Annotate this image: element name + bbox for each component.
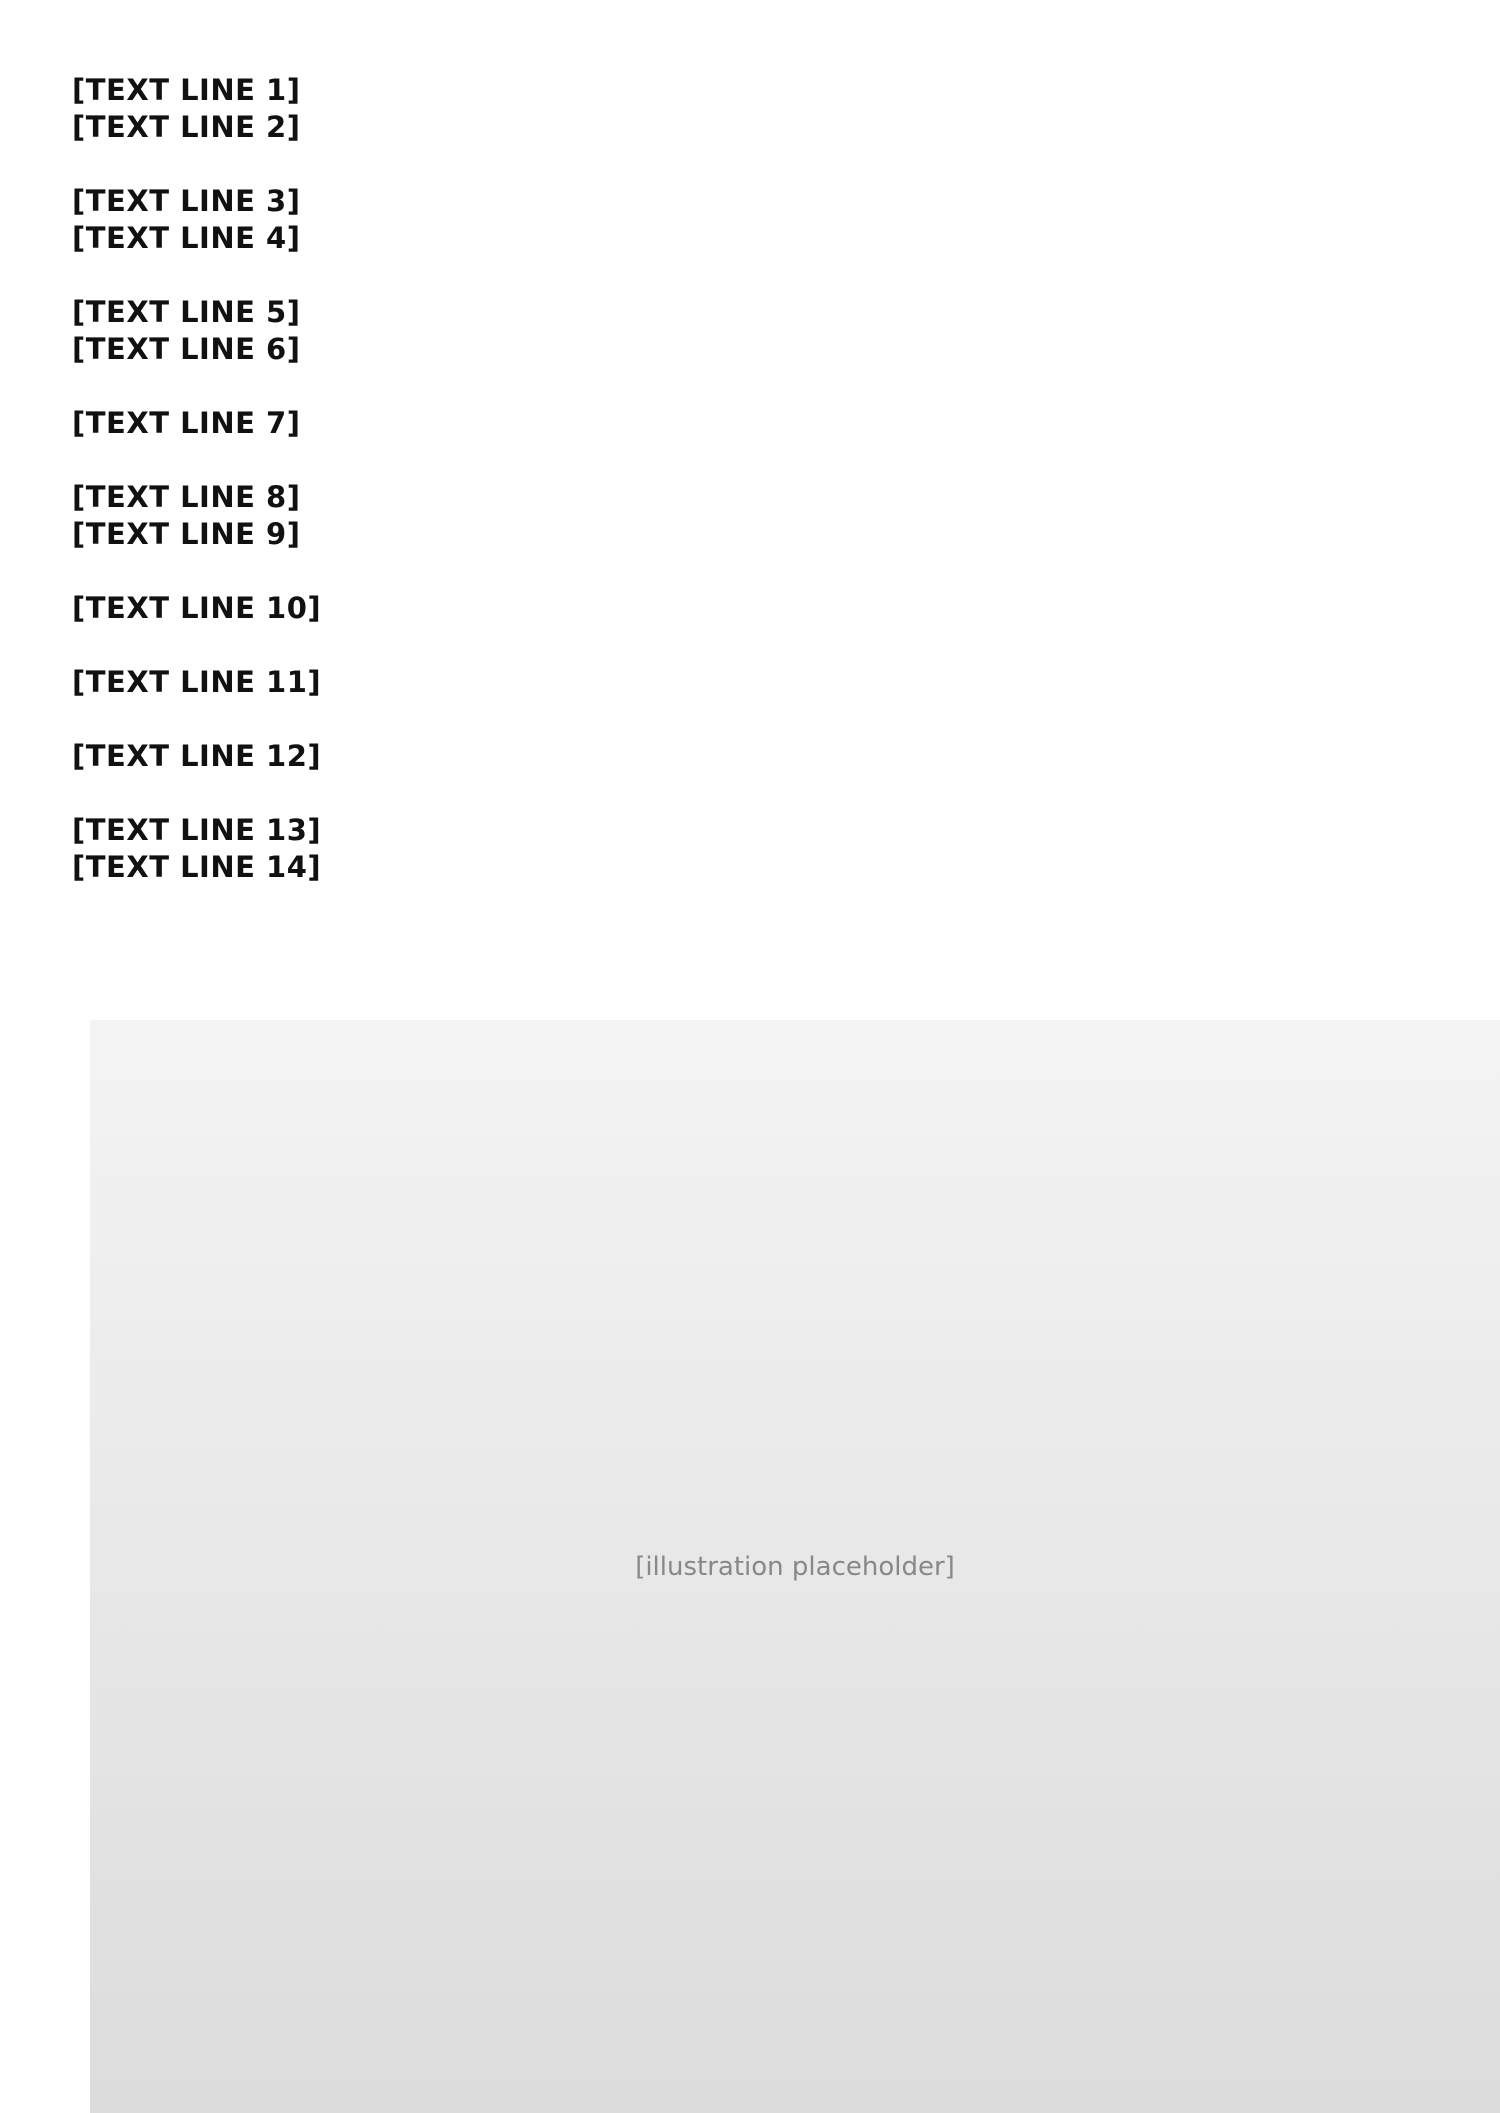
- narration-line: [TEXT LINE 14]: [72, 850, 322, 884]
- narration-line: [TEXT LINE 5]: [72, 295, 301, 329]
- narration-paragraph: [72, 183, 1452, 257]
- narration-line: [TEXT LINE 9]: [72, 517, 301, 551]
- narration-paragraph: [72, 738, 1452, 775]
- narration-line: [TEXT LINE 13]: [72, 813, 322, 847]
- narration-line: [TEXT LINE 6]: [72, 332, 301, 366]
- narration-paragraph: [72, 664, 1452, 701]
- illustration-label: [illustration placeholder]: [635, 1551, 955, 1582]
- illustration-panel: [90, 1020, 1500, 2113]
- narration-line: [TEXT LINE 7]: [72, 406, 301, 440]
- narration-paragraph: [72, 590, 1452, 627]
- narration-line: [TEXT LINE 8]: [72, 480, 301, 514]
- narration-paragraph: [72, 812, 1452, 886]
- narration-line: [TEXT LINE 1]: [72, 73, 301, 107]
- narration-text: [72, 72, 1452, 923]
- narration-line: [TEXT LINE 2]: [72, 110, 301, 144]
- narration-paragraph: [72, 294, 1452, 368]
- narration-paragraph: [72, 405, 1452, 442]
- narration-line: [TEXT LINE 4]: [72, 221, 301, 255]
- narration-paragraph: [72, 72, 1452, 146]
- narration-line: [TEXT LINE 12]: [72, 739, 322, 773]
- narration-line: [TEXT LINE 10]: [72, 591, 322, 625]
- narration-line: [TEXT LINE 3]: [72, 184, 301, 218]
- narration-line: [TEXT LINE 11]: [72, 665, 322, 699]
- narration-paragraph: [72, 479, 1452, 553]
